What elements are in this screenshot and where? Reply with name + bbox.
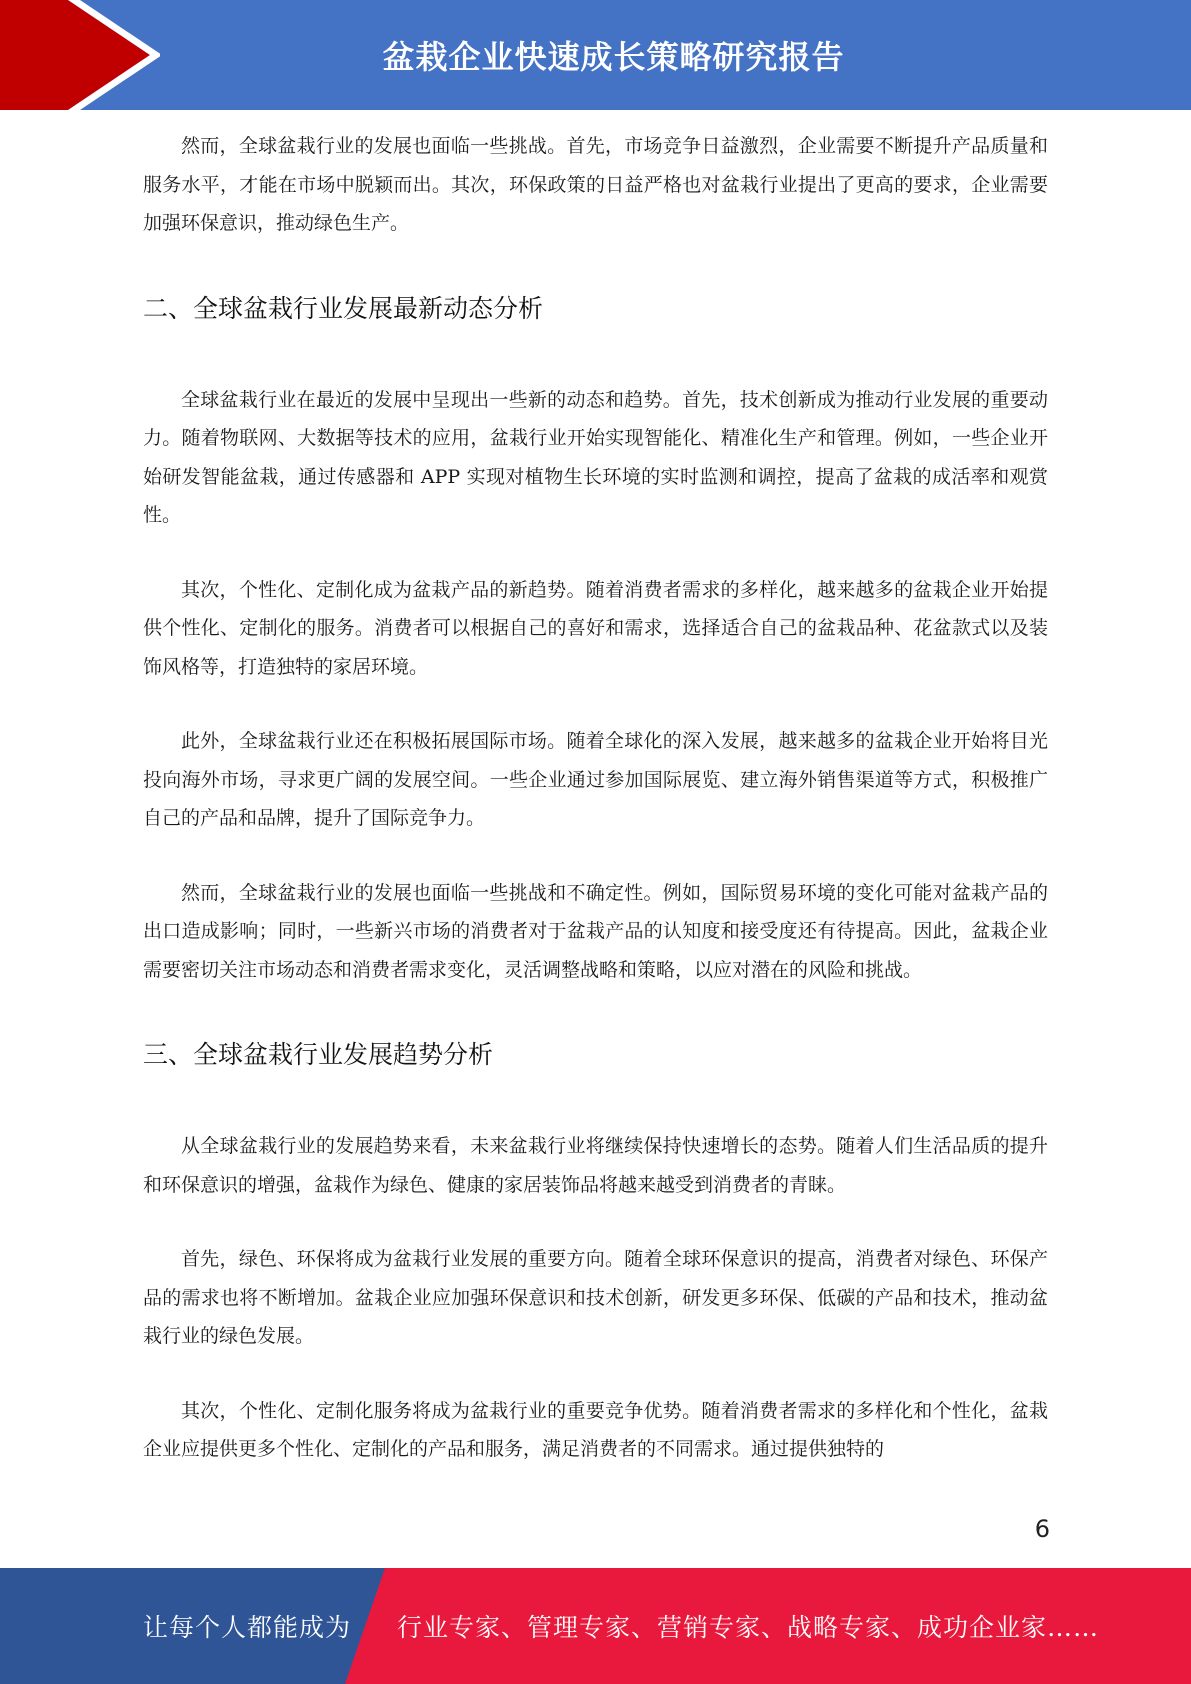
page-body [143, 127, 1048, 1469]
section-3-paragraph-2: 首先，绿色、环保将成为盆栽行业发展的重要方向。随着全球环保意识的提高，消费者对绿色、环保产品的需求也将不断增加。盆栽企业应加强环保意识和技术创新，研发更多环保、低碳的产品和技术，推动盆栽行业的绿色发展。 [143, 1248, 1048, 1347]
section-2-paragraph-1: 全球盆栽行业在最近的发展中呈现出一些新的动态和趋势。首先，技术创新成为推动行业发展的重要动力。随着物联网、大数据等技术的应用，盆栽行业开始实现智能化、精准化生产和管理。例如，一些企业开始研发智能盆栽，通过传感器和 APP 实现对植物生长环境的实时监测和调控，提高了盆栽的成活率和观赏性。 [143, 388, 1048, 526]
intro-paragraph: 然而，全球盆栽行业的发展也面临一些挑战。首先，市场竞争日益激烈，企业需要不断提升产品质量和服务水平，才能在市场中脱颖而出。其次，环保政策的日益严格也对盆栽行业提出了更高的要求，企业需要加强环保意识，推动绿色生产。 [143, 135, 1048, 234]
footer-slogan-left: 让每个人都能成为 [143, 1613, 352, 1642]
section-2-paragraph-2: 其次，个性化、定制化成为盆栽产品的新趋势。随着消费者需求的多样化，越来越多的盆栽企业开始提供个性化、定制化的服务。消费者可以根据自己的喜好和需求，选择适合自己的盆栽品种、花盆款式以及装饰风格等，打造独特的家居环境。 [143, 578, 1048, 678]
section-3-heading: 三、全球盆栽行业发展趋势分析 [143, 1040, 494, 1069]
section-2-paragraph-3: 此外，全球盆栽行业还在积极拓展国际市场。随着全球化的深入发展，越来越多的盆栽企业开始将目光投向海外市场，寻求更广阔的发展空间。一些企业通过参加国际展览、建立海外销售渠道等方式，积极推广自己的产品和品牌，提升了国际竞争力。 [143, 730, 1048, 829]
page-header [0, 0, 1191, 110]
section-2-heading: 二、全球盆栽行业发展最新动态分析 [143, 293, 544, 323]
section-3-paragraph-3: 其次，个性化、定制化服务将成为盆栽行业的重要竞争优势。随着消费者需求的多样化和个性化，盆栽企业应提供更多个性化、定制化的产品和服务，满足消费者的不同需求。通过提供独特的 [143, 1399, 1048, 1460]
page-footer [0, 1568, 1191, 1684]
page-number: 6 [1034, 1515, 1050, 1543]
section-3-paragraph-1: 从全球盆栽行业的发展趋势来看，未来盆栽行业将继续保持快速增长的态势。随着人们生活品质的提升和环保意识的增强，盆栽作为绿色、健康的家居装饰品将越来越受到消费者的青睐。 [143, 1135, 1048, 1196]
section-2-paragraph-4: 然而，全球盆栽行业的发展也面临一些挑战和不确定性。例如，国际贸易环境的变化可能对盆栽产品的出口造成影响；同时，一些新兴市场的消费者对于盆栽产品的认知度和接受度还有待提高。因此，盆栽企业需要密切关注市场动态和消费者需求变化，灵活调整战略和策略，以应对潜在的风险和挑战。 [143, 881, 1048, 981]
footer-slogan-right: 行业专家、管理专家、营销专家、战略专家、成功企业家…… [397, 1613, 1100, 1642]
report-title: 盆栽企业快速成长策略研究报告 [382, 38, 845, 76]
